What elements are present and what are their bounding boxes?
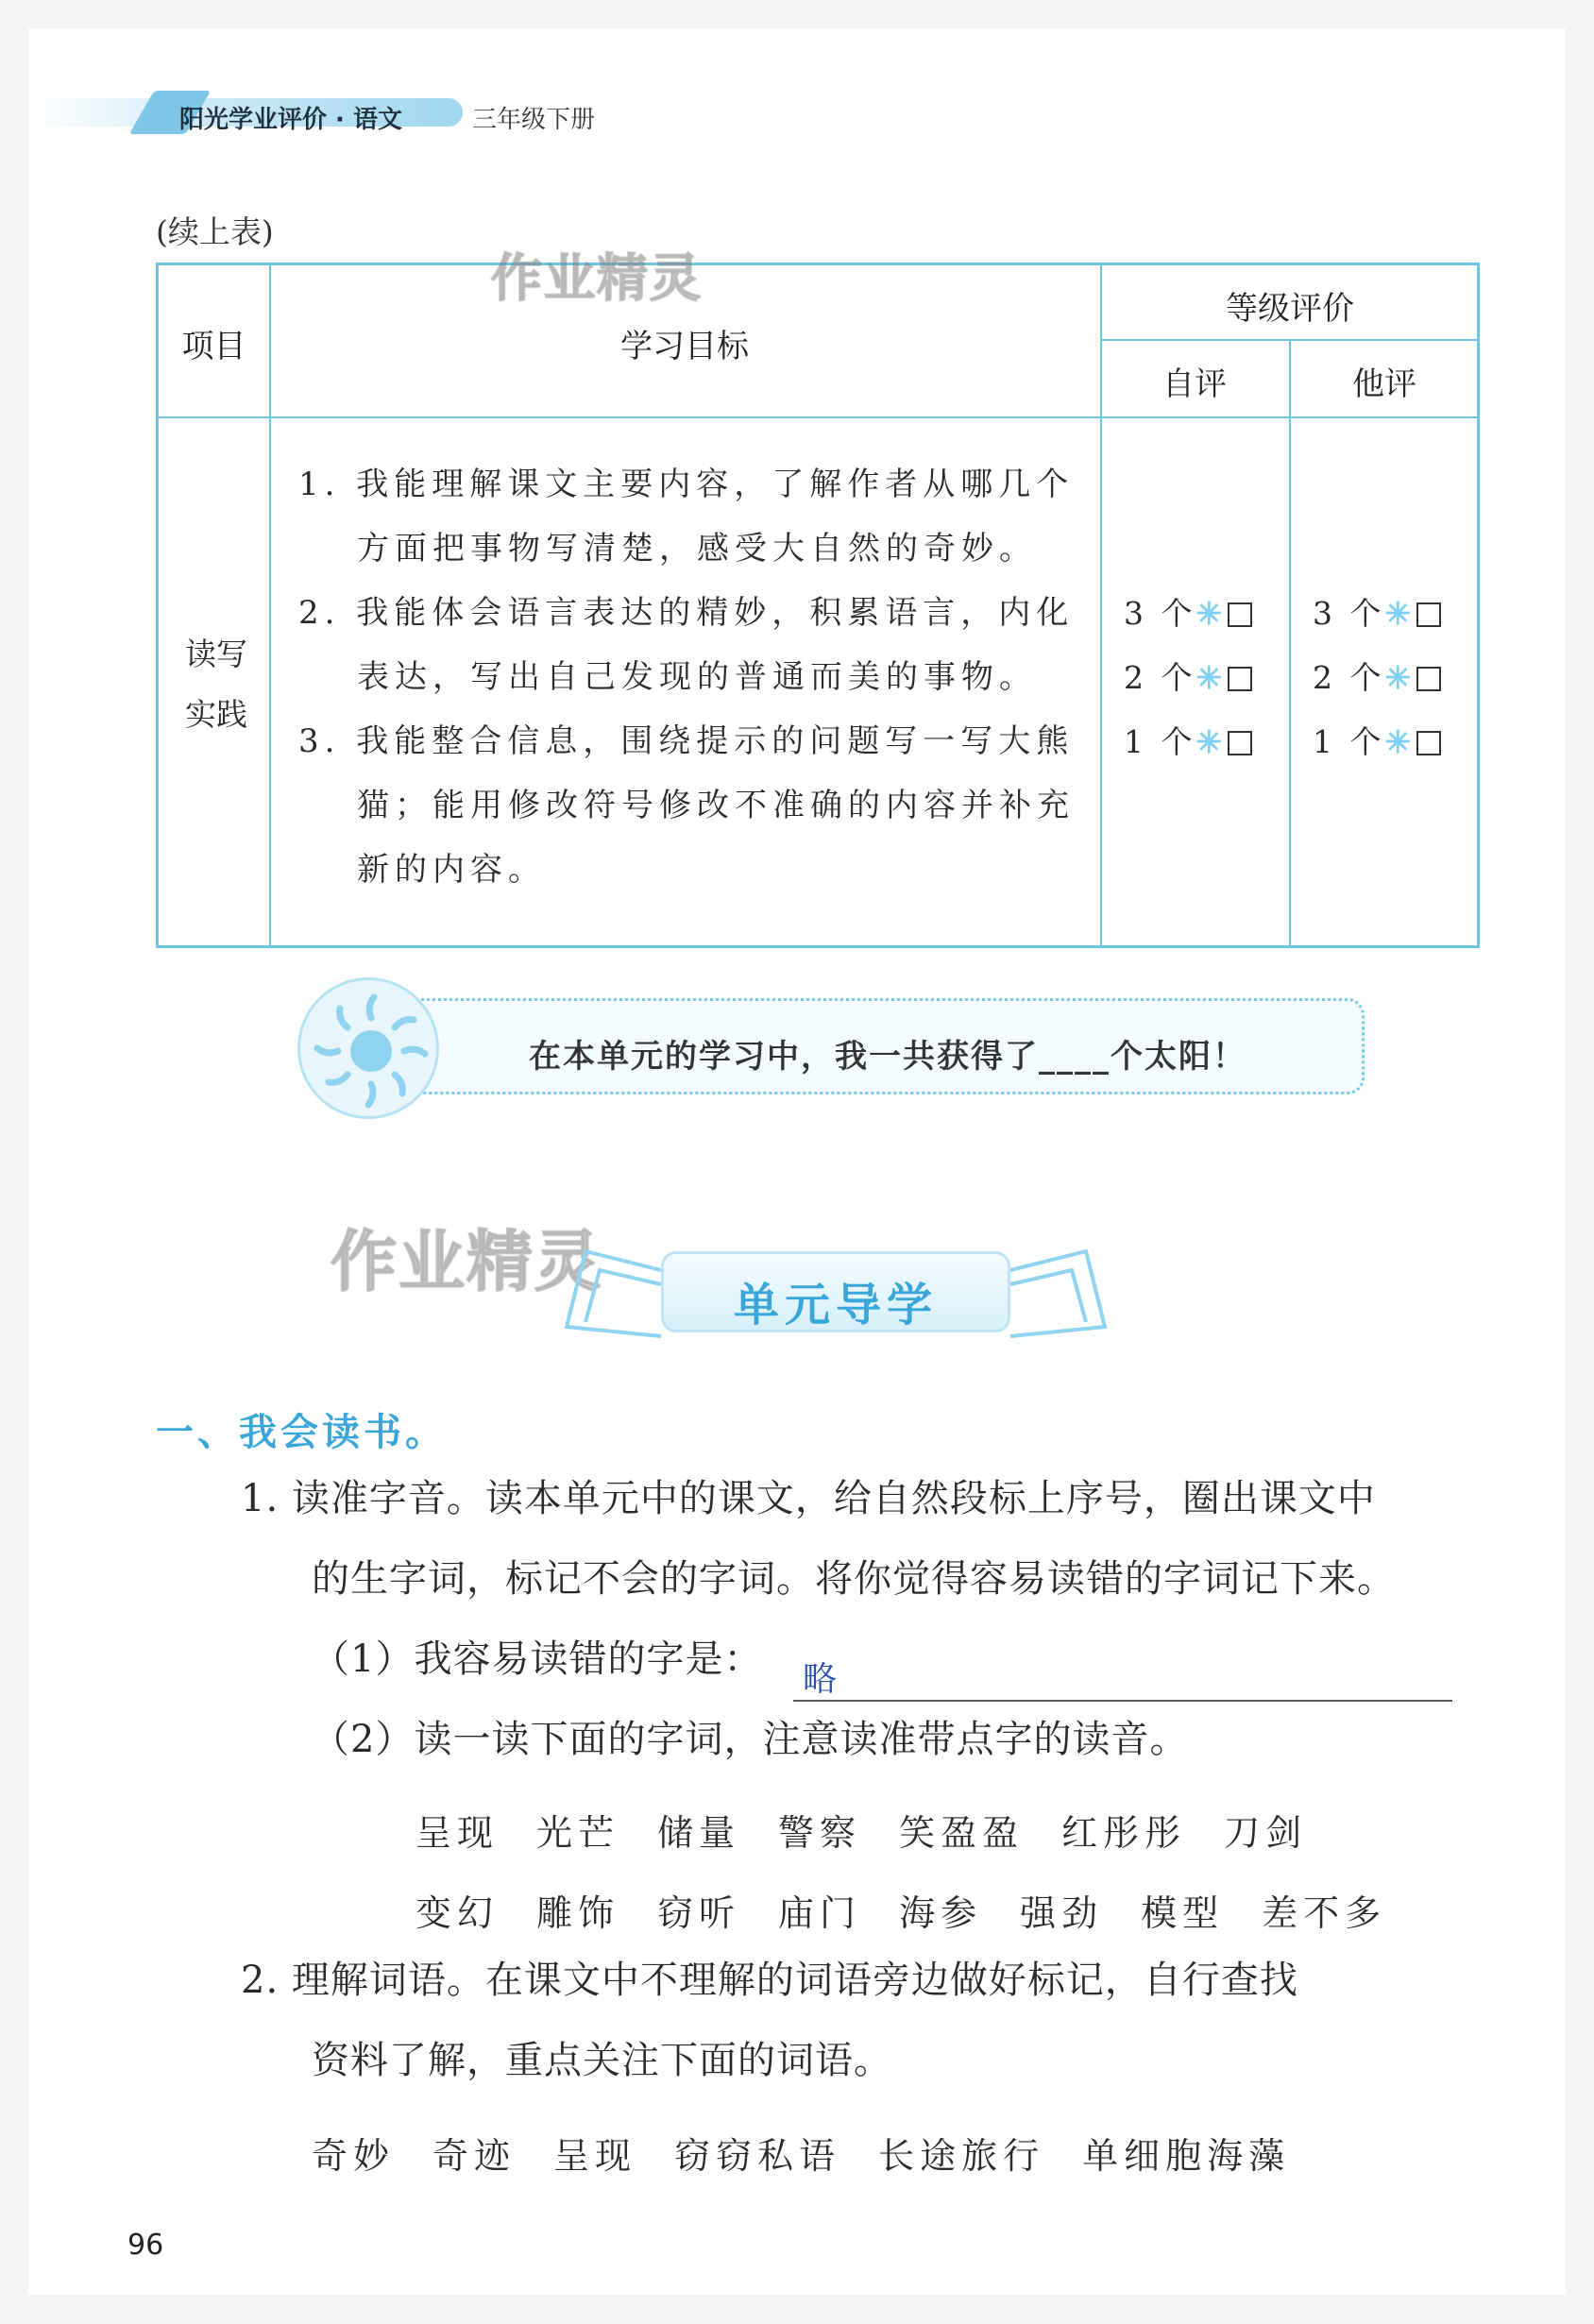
col-project-header: 项目 (181, 328, 246, 365)
header-subtitle: 三年级下册 (472, 106, 596, 134)
goal-list (298, 452, 1101, 902)
page-number: 96 (127, 2229, 164, 2262)
sun-mark-icon: ✳ (1384, 723, 1416, 760)
word: 庙门 (778, 1892, 862, 1934)
words-row-2 (415, 1884, 1424, 1936)
sun-mark-icon: ✳ (1384, 659, 1416, 696)
words-row-1 (415, 1804, 1345, 1856)
word: 笑盈盈 (899, 1812, 1025, 1854)
checkbox[interactable] (1228, 602, 1252, 627)
self-rating (1124, 582, 1252, 774)
other-option-3: 3 个✳ (1313, 582, 1441, 646)
word: 窃窃私语 (674, 2135, 841, 2177)
header-title: 阳光学业评价 · 语文 (179, 106, 402, 134)
page-header (28, 85, 689, 138)
goal-item: 3. 我能整合信息，围绕提示的问题写一写大熊猫；能用修改符号修改不准确的内容并补充新的内容。 (298, 722, 1075, 889)
col-other-header: 他评 (1352, 365, 1416, 403)
self-option-3: 3 个✳ (1124, 582, 1252, 646)
word: 窃听 (657, 1892, 741, 1934)
sun-mark-icon: ✳ (1196, 595, 1227, 632)
col-self-header: 自评 (1162, 365, 1227, 403)
sun-banner-text: 在本单元的学习中，我一共获得了____个太阳！ (529, 1038, 1246, 1076)
item1-line2: 的生字词，标记不会的字词。将你觉得容易读错的字词记下来。 (312, 1557, 1396, 1601)
checkbox[interactable] (1228, 667, 1252, 691)
checkbox[interactable] (1416, 602, 1441, 627)
checkbox[interactable] (1416, 667, 1441, 691)
words-row-3 (312, 2127, 1328, 2179)
item2-line1: 2. 理解词语。在课文中不理解的词语旁边做好标记，自行查找 (241, 1959, 1298, 2002)
word: 刀剑 (1224, 1812, 1308, 1854)
evaluation-table (156, 263, 1480, 948)
sun-mark-icon: ✳ (1196, 723, 1227, 760)
word: 长途旅行 (878, 2135, 1045, 2177)
continued-note: (续上表) (156, 213, 274, 250)
word: 红彤彤 (1061, 1812, 1187, 1854)
watermark: 作业精灵 (331, 1223, 602, 1300)
word: 光芒 (536, 1812, 620, 1854)
word: 呈现 (553, 2135, 637, 2177)
col-goal-header: 学习目标 (620, 328, 749, 365)
sub2-label: （2）读一读下面的字词，注意读准带点字的读音。 (312, 1718, 1189, 1761)
word: 单细胞海藻 (1082, 2135, 1291, 2177)
sun-icon (297, 977, 439, 1119)
word: 奇妙 (312, 2135, 396, 2177)
sub1-label: （1）我容易读错的字是： (312, 1637, 763, 1681)
section1-heading: 一、我会读书。 (156, 1411, 447, 1454)
word: 海参 (899, 1892, 983, 1934)
other-option-1: 1 个✳ (1313, 710, 1441, 774)
watermark: 作业精灵 (491, 248, 703, 308)
item2-line2: 资料了解，重点关注下面的词语。 (312, 2039, 892, 2082)
goal-item: 2. 我能体会语言表达的精妙，积累语言，内化表达，写出自己发现的普通而美的事物。 (298, 594, 1075, 696)
word: 储量 (657, 1812, 741, 1854)
other-option-2: 2 个✳ (1313, 646, 1441, 710)
sub1-answer: 略 (803, 1660, 838, 1699)
project-label-1: 读写 (185, 636, 247, 672)
word: 强劲 (1020, 1892, 1104, 1934)
col-grade-header: 等级评价 (1226, 290, 1354, 328)
sun-mark-icon: ✳ (1384, 595, 1416, 632)
sun-banner (297, 977, 1383, 1119)
sun-mark-icon: ✳ (1196, 659, 1227, 696)
word: 呈现 (415, 1812, 500, 1854)
word: 差不多 (1262, 1892, 1387, 1934)
section-banner (557, 1213, 1124, 1355)
word: 奇迹 (432, 2135, 517, 2177)
other-rating (1313, 582, 1441, 774)
checkbox[interactable] (1416, 731, 1441, 755)
word: 模型 (1141, 1892, 1225, 1934)
word: 警察 (778, 1812, 862, 1854)
self-option-2: 2 个✳ (1124, 646, 1252, 710)
self-option-1: 1 个✳ (1124, 710, 1252, 774)
word: 变幻 (415, 1892, 500, 1934)
project-label-2: 实践 (185, 696, 247, 733)
word: 雕饰 (536, 1892, 620, 1934)
page (28, 28, 1566, 2295)
goal-item: 1. 我能理解课文主要内容，了解作者从哪几个方面把事物写清楚，感受大自然的奇妙。 (298, 466, 1075, 568)
section-title: 单元导学 (733, 1279, 938, 1332)
checkbox[interactable] (1228, 731, 1252, 755)
item1-line1: 1. 读准字音。读本单元中的课文，给自然段标上序号，圈出课文中 (241, 1477, 1376, 1520)
